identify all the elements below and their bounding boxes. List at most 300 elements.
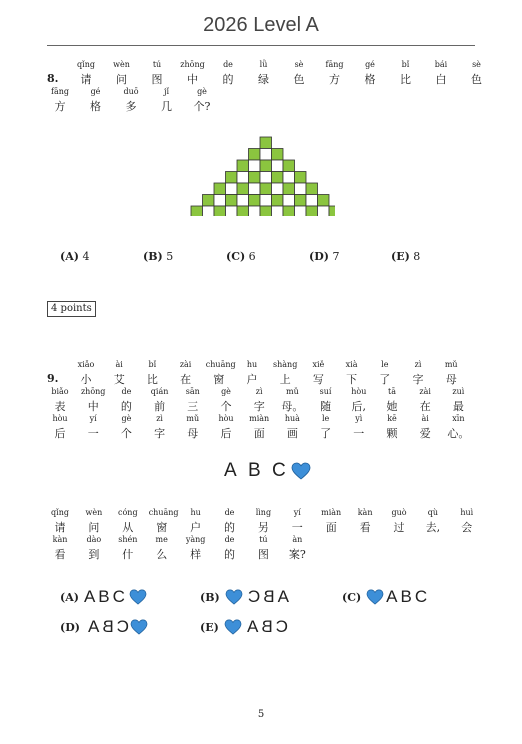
pinyin: de (121, 387, 132, 396)
ruby-cell (379, 414, 405, 441)
hanzi: 表 (54, 400, 66, 413)
hanzi: 母 (187, 427, 199, 440)
hanzi: 爱 (419, 427, 431, 440)
hanzi: 中 (87, 400, 99, 413)
hanzi: 到 (88, 548, 100, 561)
ruby-cell (357, 60, 383, 87)
white-square (306, 195, 318, 207)
q8-number: 8. (47, 72, 59, 85)
pinyin: shén (118, 535, 138, 544)
pinyin: qǐng (51, 508, 69, 517)
pinyin: mǔ (286, 387, 299, 396)
pinyin: qián (150, 387, 169, 396)
hanzi: 比 (400, 73, 411, 86)
ruby-cell (272, 360, 298, 387)
pinyin: de (224, 508, 235, 517)
pinyin: zài (419, 387, 431, 396)
text-line (47, 508, 477, 536)
pinyin: shàng (273, 360, 298, 369)
pinyin: bǐ (148, 360, 157, 369)
pinyin: gè (221, 387, 231, 396)
ruby-cell (412, 414, 438, 441)
pinyin: suí (319, 387, 332, 396)
green-square (237, 160, 249, 172)
heart-icon (224, 619, 242, 635)
green-square (214, 183, 226, 195)
pinyin: guò (391, 508, 407, 517)
ruby-cell (113, 414, 139, 441)
hanzi: 的 (222, 73, 234, 86)
q9-option[interactable] (60, 587, 147, 607)
pinyin: mǔ (186, 414, 200, 423)
q9-option[interactable] (60, 617, 148, 637)
pinyin: huà (284, 414, 300, 423)
hanzi: 后, (351, 400, 367, 413)
hanzi: 上 (279, 373, 291, 386)
ruby-cell (386, 508, 412, 535)
ruby-cell (189, 87, 215, 114)
option-letter: (C) (342, 590, 362, 604)
ruby-cell (464, 60, 490, 87)
option-letter: (A) (60, 590, 79, 604)
hanzi: 什 (122, 548, 134, 561)
pinyin: gé (90, 87, 101, 96)
pinyin: qǐng (77, 60, 95, 69)
green-square (306, 206, 318, 216)
ruby-cell (412, 387, 438, 414)
hanzi: 后 (220, 427, 232, 440)
white-square (260, 149, 272, 161)
white-square (226, 183, 238, 195)
pinyin: hu (246, 360, 258, 369)
white-square (203, 206, 215, 216)
option-letter: (B) (200, 590, 220, 604)
pinyin: le (321, 414, 330, 423)
pinyin: de (223, 60, 233, 69)
white-square (249, 160, 261, 172)
hanzi: 方 (54, 100, 66, 113)
hanzi: 请 (54, 521, 66, 534)
ruby-cell (173, 360, 199, 387)
ruby-cell (148, 508, 179, 535)
heart-icon (225, 589, 243, 605)
pinyin: zhōng (180, 60, 205, 69)
green-square (283, 183, 295, 195)
ruby-cell (284, 508, 310, 535)
green-square (272, 195, 284, 207)
header-rule (47, 45, 475, 46)
hanzi: 多 (125, 100, 137, 113)
hanzi: 随 (320, 400, 332, 413)
white-square (272, 160, 284, 172)
ruby-cell (372, 360, 398, 387)
text-line (47, 535, 477, 563)
pinyin: wèn (113, 60, 130, 69)
hanzi: 一 (87, 427, 99, 440)
ruby-cell (180, 60, 206, 87)
hanzi: 户 (246, 373, 258, 386)
pinyin: yàng (185, 535, 206, 544)
green-square (249, 149, 261, 161)
hanzi: 格 (364, 73, 376, 86)
hanzi: 前 (154, 400, 166, 413)
hanzi: 了 (379, 373, 391, 386)
pinyin: duō (123, 87, 139, 96)
green-square (260, 206, 272, 216)
page-header-title: 2026 Level A (203, 14, 319, 36)
hanzi: 字 (154, 427, 166, 440)
option-value: 8 (409, 250, 421, 263)
ruby-cell (339, 360, 365, 387)
ruby-cell (147, 414, 173, 441)
pinyin: qù (427, 508, 439, 517)
white-square (272, 206, 284, 216)
green-square (226, 172, 238, 184)
hanzi: 最 (452, 400, 464, 413)
ruby-cell (183, 508, 209, 535)
q9-option[interactable] (200, 617, 288, 637)
ruby-cell (250, 535, 276, 562)
hanzi: 颗 (386, 427, 398, 440)
hanzi: 么 (156, 548, 168, 561)
pinyin: mǔ (444, 360, 458, 369)
pinyin: lìng (255, 508, 272, 517)
pinyin: zì (156, 414, 163, 423)
hanzi: 一 (353, 427, 365, 440)
ruby-cell (47, 508, 73, 535)
green-square (249, 172, 261, 184)
pinyin: hu (190, 508, 201, 517)
letters: ABC (83, 587, 128, 606)
green-square (283, 160, 295, 172)
pinyin: zuì (452, 387, 465, 396)
option-letter: (E) (200, 620, 219, 634)
hanzi: 下 (346, 373, 358, 386)
pinyin: hòu (351, 387, 367, 396)
hanzi: 图 (257, 548, 269, 561)
hanzi: 户 (190, 521, 202, 534)
pinyin: lǜ (259, 60, 268, 69)
ruby-cell (154, 87, 180, 114)
ruby-cell (83, 87, 109, 114)
ruby-cell (47, 535, 73, 562)
ruby-cell (109, 60, 135, 87)
mirrored-letters: ABC (244, 587, 289, 606)
pinyin: tú (259, 535, 268, 544)
q9-option[interactable] (200, 587, 289, 607)
green-square (260, 160, 272, 172)
pinyin: yí (89, 414, 97, 423)
hanzi: 字 (253, 400, 265, 413)
green-square (295, 195, 307, 207)
option-value: 5 (162, 250, 174, 263)
ruby-cell (47, 387, 73, 414)
pinyin: jǐ (163, 87, 170, 96)
text-line (47, 387, 477, 415)
q9-window-letter: A (224, 460, 237, 481)
pinyin: fāng (325, 60, 344, 69)
pinyin: xià (345, 360, 358, 369)
page-number: 5 (257, 709, 265, 720)
ruby-cell (286, 60, 312, 87)
white-square (249, 183, 261, 195)
heart-icon (129, 589, 147, 605)
pinyin: zhōng (80, 387, 106, 396)
ruby-cell (454, 508, 480, 535)
ruby-cell (215, 60, 241, 87)
pinyin: kē (387, 414, 397, 423)
green-square (306, 183, 318, 195)
hanzi: 写 (312, 373, 324, 386)
pinyin: ài (115, 360, 123, 369)
ruby-cell (393, 60, 419, 87)
hanzi: 样 (190, 548, 202, 561)
ruby-cell (180, 414, 206, 441)
ruby-cell (81, 508, 107, 535)
pinyin: gè (121, 414, 132, 423)
pinyin: me (155, 535, 168, 544)
ruby-cell (213, 387, 239, 414)
q8-pyramid-figure (190, 136, 335, 216)
ruby-cell (147, 387, 173, 414)
q8-option[interactable] (309, 250, 339, 263)
hanzi: 中 (187, 73, 198, 86)
ruby-cell (239, 360, 265, 387)
ruby-cell (115, 535, 141, 562)
hanzi: 三 (187, 400, 199, 413)
ruby-cell (284, 535, 310, 562)
green-square (237, 206, 249, 216)
hanzi: 个? (193, 100, 211, 113)
white-square (283, 195, 295, 207)
hanzi: 的 (224, 548, 235, 561)
ruby-cell (379, 387, 405, 414)
ruby-cell (183, 535, 209, 562)
pinyin: biǎo (51, 387, 69, 396)
hanzi: 在 (419, 400, 431, 413)
green-square (226, 195, 238, 207)
option-letter: (D) (309, 250, 329, 263)
ruby-cell (115, 508, 141, 535)
q9-window-letters (224, 460, 311, 482)
pinyin: chuāng (205, 360, 236, 369)
ruby-cell (313, 387, 339, 414)
hanzi: 个 (120, 427, 132, 440)
white-square (237, 195, 249, 207)
ruby-cell (445, 414, 471, 441)
ruby-cell (305, 360, 331, 387)
q8-option[interactable] (143, 250, 173, 263)
hanzi: 一 (291, 521, 303, 534)
green-square (203, 195, 215, 207)
ruby-cell (205, 360, 236, 387)
pinyin: gé (365, 60, 375, 69)
white-square (226, 206, 238, 216)
hanzi: 看 (54, 548, 66, 561)
ruby-cell (149, 535, 175, 562)
ruby-cell (313, 414, 339, 441)
ruby-cell (246, 414, 272, 441)
green-square (318, 195, 330, 207)
ruby-cell (106, 360, 132, 387)
pinyin: zài (179, 360, 192, 369)
ruby-cell (213, 414, 239, 441)
ruby-cell (352, 508, 378, 535)
option-letter: (C) (226, 250, 246, 263)
ruby-cell (250, 508, 276, 535)
green-square (272, 172, 284, 184)
ruby-cell (180, 387, 206, 414)
hanzi: 面 (325, 521, 337, 534)
text-line (47, 60, 482, 88)
pinyin: dào (86, 535, 102, 544)
ruby-cell (217, 535, 243, 562)
ruby-cell (251, 60, 277, 87)
white-square (295, 183, 307, 195)
pinyin: hòu (52, 414, 68, 423)
pinyin: cóng (118, 508, 138, 517)
pinyin: huì (460, 508, 474, 517)
hanzi: 的 (224, 521, 235, 534)
pinyin: chuāng (148, 508, 179, 517)
option-letter: (B) (143, 250, 163, 263)
option-letter: (A) (60, 250, 79, 263)
white-square (272, 183, 284, 195)
pinyin: kàn (357, 508, 373, 517)
hanzi: 比 (146, 373, 158, 386)
hanzi: 方 (329, 73, 340, 86)
green-square (249, 195, 261, 207)
option-value: 7 (328, 250, 340, 263)
letters: ABC (386, 587, 431, 606)
ruby-cell (217, 508, 243, 535)
mirrored-letters: CBA (84, 617, 129, 636)
points-badge: 4 points (47, 301, 96, 317)
hanzi: 后 (54, 427, 66, 440)
ruby-cell (246, 387, 272, 414)
ruby-cell (73, 360, 99, 387)
green-square (260, 183, 272, 195)
white-square (260, 195, 272, 207)
pinyin: xīn (452, 414, 465, 423)
option-letter: (D) (60, 620, 80, 634)
hanzi: 心。 (447, 427, 470, 440)
ruby-cell (47, 87, 73, 114)
hanzi: 在 (180, 373, 192, 386)
pinyin: sān (185, 387, 200, 396)
hanzi: 问 (116, 73, 127, 86)
white-square (214, 195, 226, 207)
green-square (329, 206, 335, 216)
q8-option[interactable] (60, 250, 89, 263)
hanzi: 从 (122, 521, 134, 534)
q8-option[interactable] (391, 250, 420, 263)
pinyin: kàn (52, 535, 68, 544)
heart-icon (130, 619, 148, 635)
hanzi: 画 (286, 427, 298, 440)
green-square (237, 183, 249, 195)
pinyin: sè (472, 60, 481, 69)
hanzi: 她 (386, 400, 398, 413)
pinyin: hòu (218, 414, 234, 423)
pinyin: zì (255, 387, 263, 396)
heart-icon (366, 589, 384, 605)
hanzi: 了 (320, 427, 332, 440)
pinyin: fāng (50, 87, 69, 96)
pinyin: tú (152, 60, 162, 69)
hanzi: 图 (151, 73, 163, 86)
pinyin: xiě (312, 360, 325, 369)
green-square (191, 206, 203, 216)
hanzi: 窗 (156, 521, 168, 534)
white-square (283, 172, 295, 184)
pinyin: miàn (321, 508, 342, 517)
ruby-cell (279, 387, 305, 414)
hanzi: 窗 (213, 373, 225, 386)
q9-window-letter: B (247, 460, 261, 481)
q9-number: 9. (47, 372, 59, 385)
ruby-cell (73, 60, 99, 87)
hanzi: 看 (359, 521, 371, 534)
q9-option[interactable] (342, 587, 430, 607)
pinyin: bái (434, 60, 448, 69)
ruby-cell (80, 414, 106, 441)
hanzi: 几 (161, 100, 172, 113)
hanzi: 母 (445, 373, 457, 386)
pinyin: le (381, 360, 389, 369)
hanzi: 另 (257, 521, 269, 534)
hanzi: 请 (80, 73, 92, 86)
pinyin: zì (414, 360, 422, 369)
option-value: 4 (78, 250, 90, 263)
hanzi: 个 (220, 400, 232, 413)
hanzi: 艾 (113, 373, 125, 386)
ruby-cell (47, 414, 73, 441)
pinyin: bǐ (401, 60, 410, 69)
pinyin: yí (293, 508, 301, 517)
pinyin: gè (197, 87, 207, 96)
pinyin: ài (421, 414, 429, 423)
ruby-cell (445, 387, 471, 414)
green-square (260, 137, 272, 149)
pinyin: yì (355, 414, 363, 423)
ruby-cell (428, 60, 454, 87)
text-line (47, 360, 477, 388)
ruby-cell (346, 414, 372, 441)
q9-window-letter: C (271, 460, 286, 481)
ruby-cell (438, 360, 464, 387)
pinyin: sè (294, 60, 304, 69)
pinyin: tā (388, 387, 396, 396)
green-square (272, 149, 284, 161)
white-square (237, 172, 249, 184)
white-square (260, 172, 272, 184)
text-line (47, 414, 477, 442)
hanzi: 格 (90, 100, 101, 113)
text-line (47, 87, 477, 115)
white-square (295, 206, 307, 216)
ruby-cell (118, 87, 144, 114)
ruby-cell (279, 414, 305, 441)
ruby-cell (139, 360, 165, 387)
hanzi: 白 (435, 73, 447, 86)
ruby-cell (144, 60, 170, 87)
q8-option[interactable] (226, 250, 256, 263)
hanzi: 去, (425, 521, 441, 534)
ruby-cell (322, 60, 348, 87)
ruby-cell (318, 508, 344, 535)
ruby-cell (346, 387, 372, 414)
